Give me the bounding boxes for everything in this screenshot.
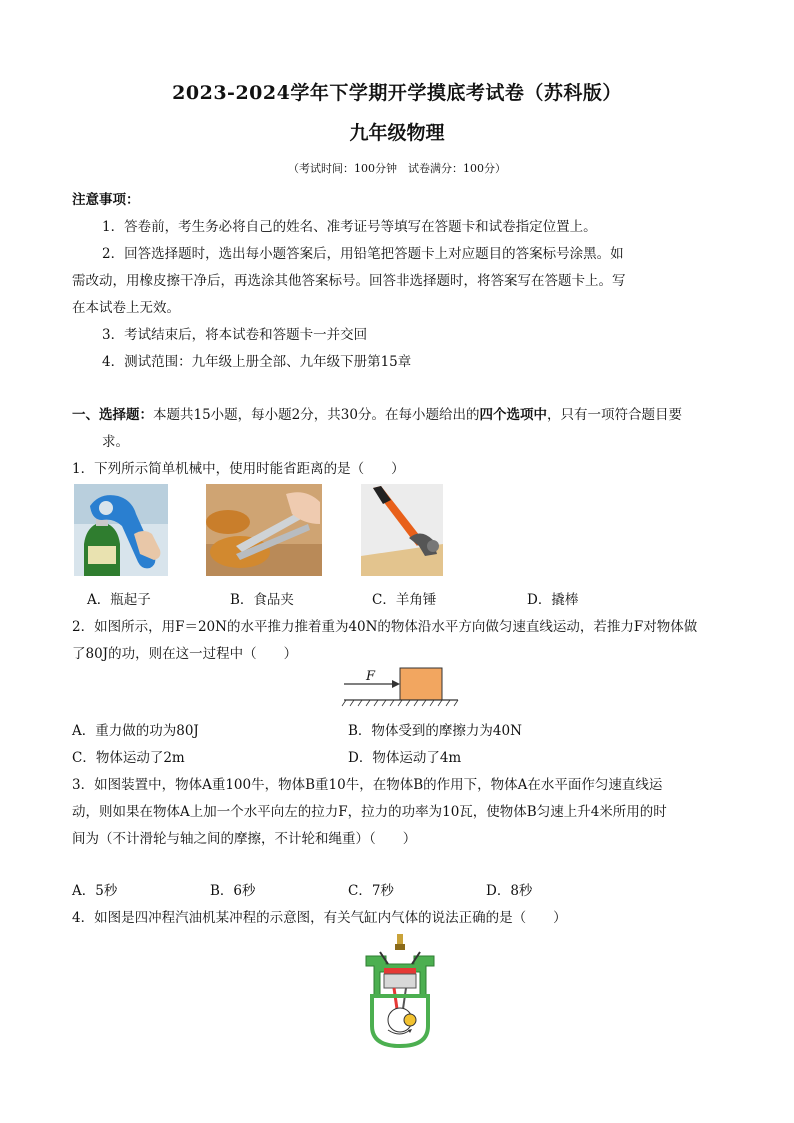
notes-item-3: 3．考试结束后，将本试卷和答题卡一并交回 [102,327,368,343]
q4-stem: 4．如图是四冲程汽油机某冲程的示意图，有关气缸内气体的说法正确的是（ ） [72,910,567,926]
q3-stem-line3: 间为（不计滑轮与轴之间的摩擦，不计轮和绳重）（ ） [72,831,417,847]
notes-heading: 注意事项： [72,192,140,208]
notes-item-2-line2: 需改动，用橡皮擦干净后，再选涂其他答案标号。回答非选择题时，将答案写在答题卡上。写 [72,273,626,289]
exam-title: 2023-2024学年下学期开学摸底考试卷（苏科版） [172,82,622,104]
notes-item-4: 4．测试范围：九年级上册全部、九年级下册第15章 [102,354,412,370]
q2-stem-line2: 了80J的功，则在这一过程中（ ） [72,646,298,662]
q2-option-c: C．物体运动了2m [72,750,185,766]
exam-subtitle: 九年级物理 [349,122,445,144]
q3-option-d: D．8秒 [486,883,533,899]
section-heading-bold: 四个选项中 [479,407,547,423]
q3-option-a: A．5秒 [72,883,118,899]
q3-stem-line2: 动，则如果在物体A上加一个水平向左的拉力F，拉力的功率为10瓦，使物体B匀速上升4米所用的时 [72,804,667,820]
q2-force-label: F [366,669,376,684]
q2-option-d: D．物体运动了4m [348,750,462,766]
section-heading-line2: 求。 [102,434,129,450]
q2-option-a: A．重力做的功为80J [72,723,199,739]
q3-stem-line1: 3．如图装置中，物体A重100牛，物体B重10牛，在物体B的作用下，物体A在水平面作匀速直线运 [72,777,663,793]
exam-info: （考试时间：100分钟 试卷满分：100分） [288,162,506,175]
engine-diagram [362,934,438,1048]
q3-option-c: C．7秒 [348,883,394,899]
q1-option-c: C．羊角锤 [372,592,437,608]
section-heading-prefix: 一、选择题： [72,407,153,423]
bottle-opener-photo [74,484,168,576]
q2-force-diagram [340,664,460,708]
q1-option-d: D．撬棒 [527,592,579,608]
q1-option-b: B．食品夹 [230,592,294,608]
food-tongs-photo [206,484,322,576]
section-heading-tail: ，只有一项符合题目要 [546,407,682,423]
notes-item-2-line1: 2．回答选择题时，选出每小题答案后，用铅笔把答题卡上对应题目的答案标号涂黑。如 [102,246,624,262]
q2-stem-line1: 2．如图所示，用F＝20N的水平推力推着重为40N的物体沿水平方向做匀速直线运动，若推力F对物体做 [72,619,698,635]
q2-option-b: B．物体受到的摩擦力为40N [348,723,522,739]
q1-option-a: A．瓶起子 [87,592,151,608]
claw-hammer-photo [361,484,443,576]
notes-item-1: 1．答卷前，考生务必将自己的姓名、准考证号等填写在答题卡和试卷指定位置上。 [102,219,597,235]
section-heading-body: 本题共15小题，每小题2分，共30分。在每小题给出的 [153,407,480,423]
q1-stem: 1．下列所示简单机械中，使用时能省距离的是（ ） [72,461,405,477]
notes-item-2-line3: 在本试卷上无效。 [72,300,180,316]
q3-option-b: B．6秒 [210,883,256,899]
section-heading [72,403,682,423]
